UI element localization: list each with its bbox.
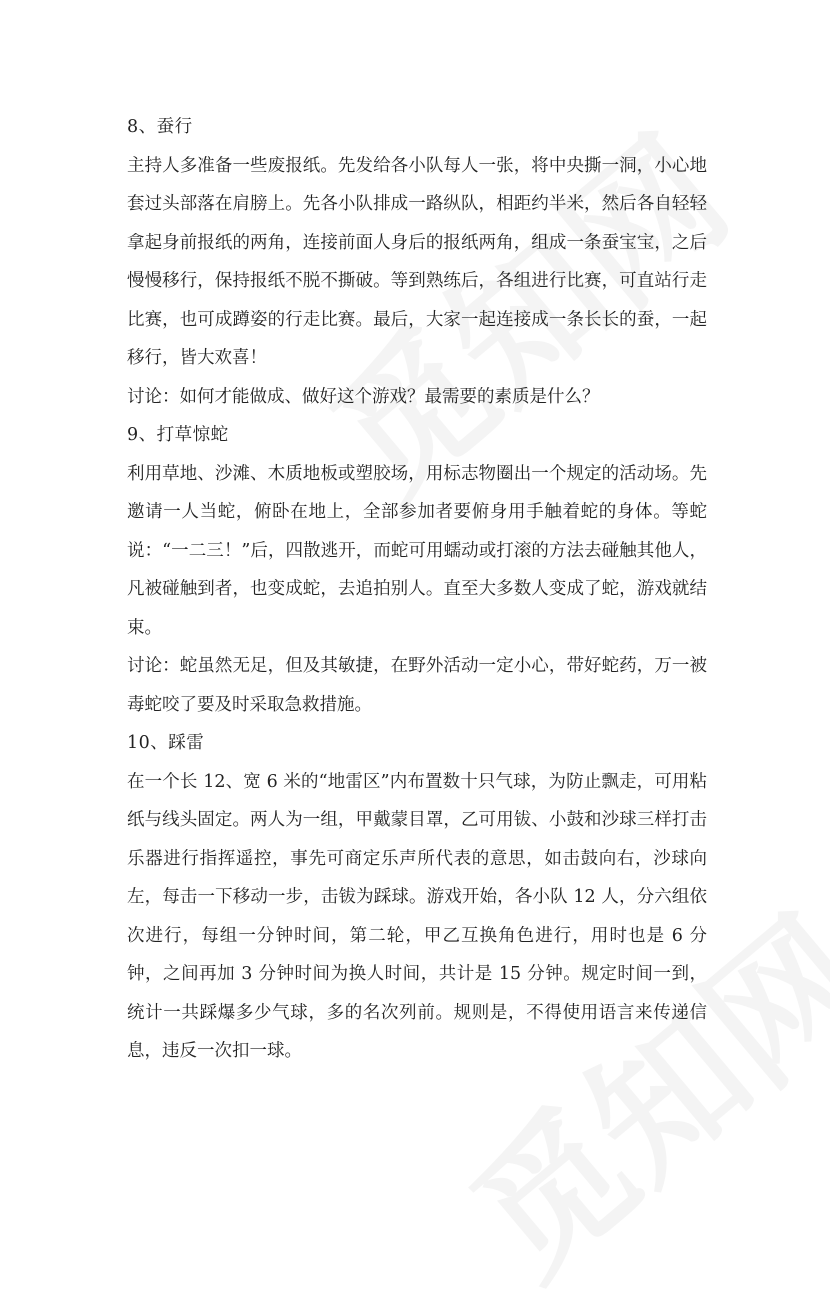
section-heading: 8、蚕行 [127, 117, 193, 137]
document-page [127, 108, 707, 1071]
section-discussion: 讨论：蛇虽然无足，但及其敏捷，在野外活动一定小心，带好蛇药，万一被毒蛇咬了要及时采取急救措施。 [127, 656, 707, 715]
section-body: 在一个长 12、宽 6 米的“地雷区”内布置数十只气球，为防止飘走，可用粘纸与线头固定。两人为一组，甲戴蒙目罩，乙可用钹、小鼓和沙球三样打击乐器进行指挥遥控，事先可商定乐声所代表的意思，如击鼓向右，沙球向左，每击一下移动一步，击钹为踩球。游戏开始，各小队 12 人，分六组依次进行，每组一分钟时间，第二轮，甲乙互换角色进行，用时也是 6 分钟，之间再加 3 分钟时间为换人时间，共计是 15 分钟。规定时间一到，统计一共踩爆多少气球，多的名次列前。规则是，不得使用语言来传递信息，违反一次扣一球。 [127, 771, 707, 1061]
section-discussion: 讨论：如何才能做成、做好这个游戏？最需要的素质是什么？ [127, 386, 600, 407]
section-heading: 10、踩雷 [127, 733, 205, 753]
section-body: 利用草地、沙滩、木质地板或塑胶场，用标志物圈出一个规定的活动场。先邀请一人当蛇，俯卧在地上，全部参加者要俯身用手触着蛇的身体。等蛇说：“一二三！”后，四散逃开，而蛇可用蠕动或打滚的方法去碰触其他人，凡被碰触到者，也变成蛇，去追拍别人。直至大多数人变成了蛇，游戏就结束。 [127, 463, 707, 638]
section-heading: 9、打草惊蛇 [127, 425, 229, 445]
section-body: 主持人多准备一些废报纸。先发给各小队每人一张，将中央撕一洞，小心地套过头部落在肩膀上。先各小队排成一路纵队，相距约半米，然后各自轻轻拿起身前报纸的两角，连接前面人身后的报纸两角，组成一条蚕宝宝，之后慢慢移行，保持报纸不脱不撕破。等到熟练后，各组进行比赛，可直站行走比赛，也可成蹲姿的行走比赛。最后，大家一起连接成一条长长的蚕，一起移行，皆大欢喜！ [127, 155, 707, 368]
